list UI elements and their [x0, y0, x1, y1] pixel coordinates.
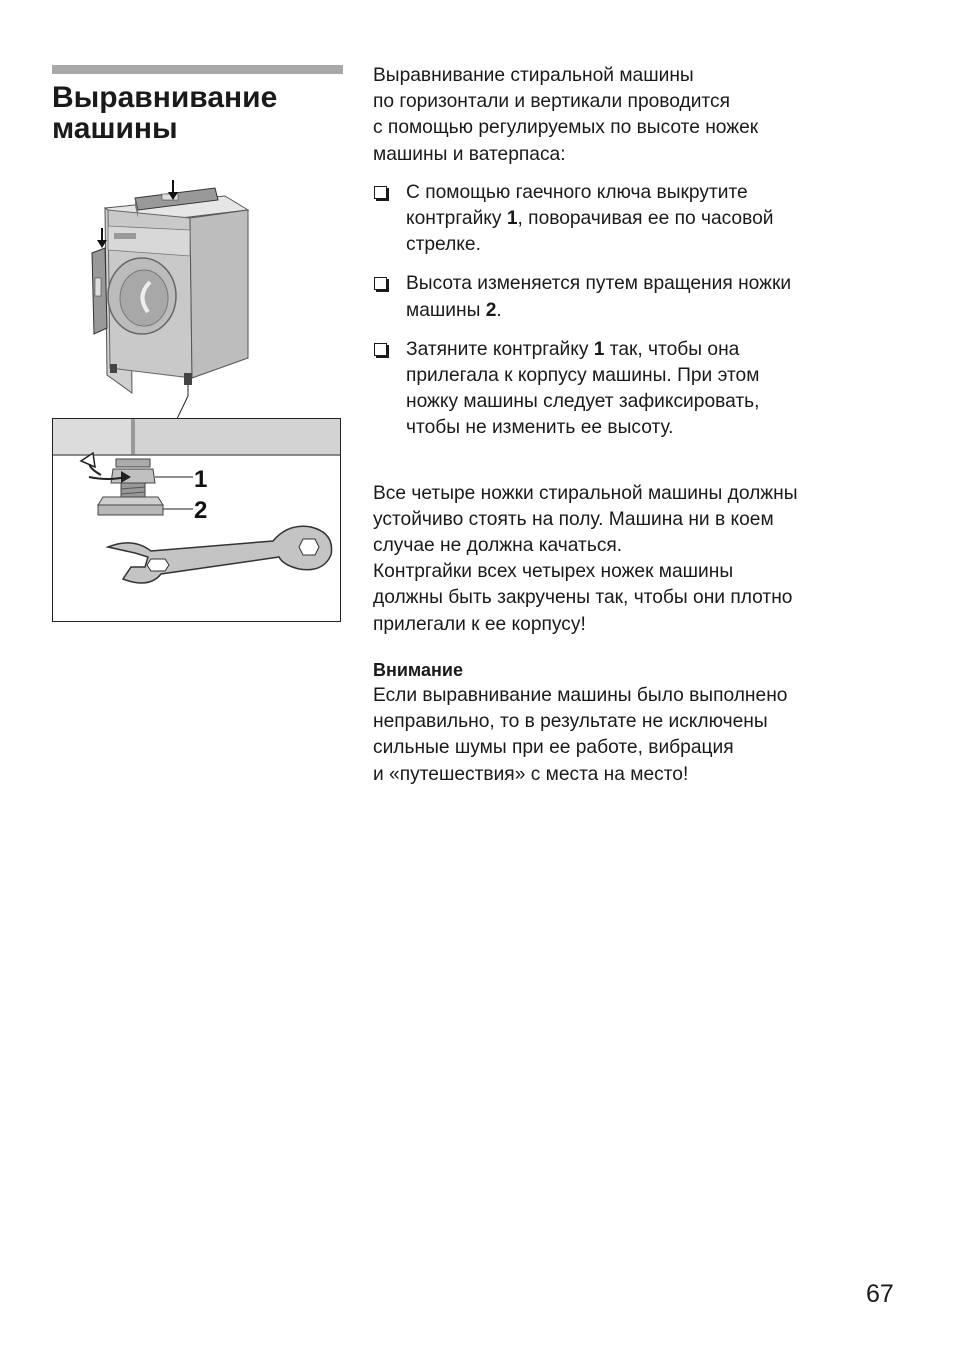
step-line: Высота изменяется путем вращения ножки [406, 273, 792, 295]
intro-line: машины и ватерпаса: [373, 143, 566, 165]
page-title [52, 82, 352, 144]
step-line: стрелке. [406, 234, 481, 256]
title-line-1: Выравнивание [52, 81, 278, 114]
warning-paragraph [373, 683, 918, 788]
label-1: 1 [194, 466, 208, 493]
title-line-2: машины [52, 112, 178, 145]
para-line: Контргайки всех четырех ножек машины [373, 561, 734, 583]
steps-list [373, 180, 918, 442]
intro-line: с помощью регулируемых по высоте ножек [373, 117, 759, 139]
list-item [373, 337, 918, 442]
checkbox-bullet-icon [374, 186, 387, 199]
step-line: контргайку 1, поворачивая ее по часовой [406, 208, 774, 230]
para-line: должны быть закручены так, чтобы они плотно [373, 587, 793, 609]
washing-machine-illustration [80, 178, 270, 423]
label-2: 2 [194, 497, 208, 524]
page-number: 67 [866, 1280, 894, 1308]
checkbox-bullet-icon [374, 277, 387, 290]
step-line: чтобы не изменить ее высоту. [406, 417, 674, 439]
intro-paragraph [373, 63, 918, 168]
list-item [373, 271, 918, 323]
warning-heading: Внимание [373, 659, 463, 680]
step-line: ножку машины следует зафиксировать, [406, 391, 760, 413]
title-rule [52, 65, 343, 74]
warning-line: и «путешествия» с места на место! [373, 763, 689, 785]
warning-line: сильные шумы при ее работе, вибрация [373, 737, 734, 759]
para-line: прилегали к ее корпусу! [373, 613, 586, 635]
checkbox-bullet-icon [374, 343, 387, 356]
step-line: машины 2. [406, 299, 502, 321]
para-line: случае не должна качаться. [373, 535, 623, 557]
step-line: С помощью гаечного ключа выкрутите [406, 181, 748, 203]
para-line: Все четыре ножки стиральной машины должны [373, 482, 798, 504]
intro-line: по горизонтали и вертикали проводится [373, 91, 730, 113]
text-column [373, 63, 918, 788]
warning-line: неправильно, то в результате не исключены [373, 711, 768, 733]
intro-line: Выравнивание стиральной машины [373, 65, 694, 86]
list-item [373, 180, 918, 259]
step-line: Затяните контргайку 1 так, чтобы она [406, 338, 740, 360]
para-line: устойчиво стоять на полу. Машина ни в коем [373, 508, 774, 530]
step-line: прилегала к корпусу машины. При этом [406, 365, 760, 387]
legs-paragraph [373, 481, 918, 638]
warning-line: Если выравнивание машины было выполнено [373, 685, 788, 707]
foot-detail-figure [52, 418, 341, 622]
